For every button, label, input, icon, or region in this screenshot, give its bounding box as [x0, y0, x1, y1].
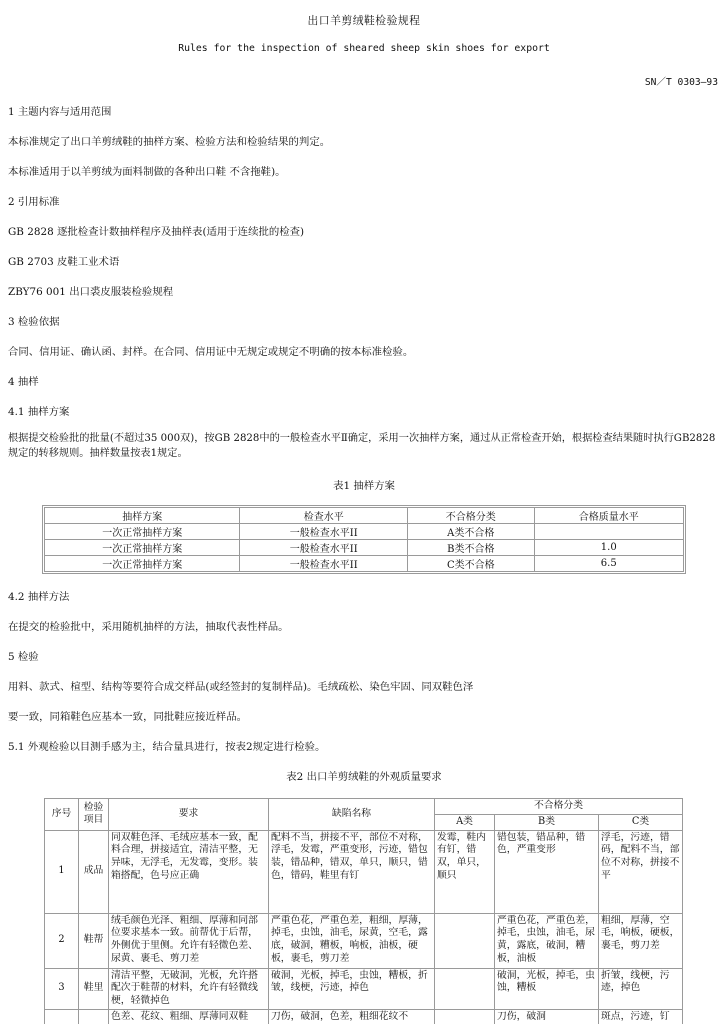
table-cell: 错包装，错品种，错色，严重变形 — [495, 830, 599, 913]
table-cell — [435, 913, 495, 968]
section-4-2-paragraph: 在提交的检验批中，采用随机抽样的方法，抽取代表性样品。 — [8, 621, 289, 633]
table-cell: 一次正常抽样方案 — [45, 540, 240, 556]
table-cell: 绒毛颜色光泽、粗细、厚薄和同部位要求基本一致。前帮优于后帮，外侧优于里侧。允许有轻微色差、尿黄、裹毛、剪刀差 — [109, 913, 269, 968]
table-cell: 鞋里 — [79, 968, 109, 1009]
section-4-heading: 4 抽样 — [8, 376, 39, 388]
section-3-heading: 3 检验依据 — [8, 316, 60, 328]
table-header-cell: 要求 — [109, 799, 269, 831]
section-5-paragraph-1: 用料、款式、楦型、结构等要符合成交样品(或经签封的复制样品)。毛绒疏松、染色牢固、同双鞋色泽 — [8, 681, 474, 693]
table-cell — [45, 1009, 79, 1024]
section-3-paragraph: 合同、信用证、确认函、封样。在合同、信用证中无规定或规定不明确的按本标准检验。 — [8, 346, 414, 358]
table-cell: 1.0 — [534, 540, 683, 556]
table-cell: 色差、花纹、粗细、厚薄同双鞋 — [109, 1009, 269, 1024]
table-cell: A类不合格 — [408, 524, 534, 540]
table-cell: 3 — [45, 968, 79, 1009]
section-4-1-paragraph: 根据提交检验批的批量(不超过35 000双)，按GB 2828中的一般检查水平Ⅱ确定，采用一次抽样方案，通过从正常检查开始，根据检查结果随时执行GB2828规定的转移规则。抽样数量按表1规定。 — [8, 433, 716, 459]
table-cell: 清洁平整，无破洞，光板，允许搭配次于鞋帮的材料，允许有轻微线梗，轻微掉色 — [109, 968, 269, 1009]
table-cell: 一次正常抽样方案 — [45, 556, 240, 572]
reference-2: GB 2703 皮鞋工业术语 — [8, 256, 120, 268]
table-cell: 严重色花，严重色差，粗细，厚薄，掉毛，虫蚀，油毛，尿黄，空毛，露底，破洞，糟板，响板，油板，硬板，裹毛，剪刀差 — [269, 913, 435, 968]
table-header-cell: 不合格分类 — [435, 799, 683, 815]
table-cell: 粗细，厚薄，空毛，响板，硬板，裹毛，剪刀差 — [599, 913, 683, 968]
table-cell: C类不合格 — [408, 556, 534, 572]
table-cell: 刀伤，破洞，色差，粗细花纹不 — [269, 1009, 435, 1024]
table-cell: 配料不当，拼接不平，部位不对称，浮毛，发霉，严重变形，污迹，错包装，错品种，错双，单只，顺只，错色，错码，鞋里有钉 — [269, 830, 435, 913]
table-cell: 严重色花，严重色差，掉毛，虫蚀，油毛，尿黄，露底，破洞，糟板，油板 — [495, 913, 599, 968]
table-cell — [435, 1009, 495, 1024]
section-1-paragraph-2: 本标准适用于以羊剪绒为面料制做的各种出口鞋 不含拖鞋)。 — [8, 166, 286, 178]
table-cell — [435, 968, 495, 1009]
table-cell: 一般检查水平II — [240, 556, 408, 572]
table-cell: 鞋帮 — [79, 913, 109, 968]
standard-code: SN／T 0303—93 — [644, 77, 718, 88]
table-row — [45, 556, 684, 572]
section-1-heading: 1 主题内容与适用范围 — [8, 106, 112, 118]
table-header-cell: 抽样方案 — [45, 508, 240, 524]
table-header-cell: A类 — [435, 814, 495, 830]
table-cell: 一般检查水平II — [240, 524, 408, 540]
table-1-caption: 表1 抽样方案 — [333, 480, 395, 492]
section-4-1-heading: 4.1 抽样方案 — [8, 406, 70, 418]
table-2-appearance-requirements — [44, 798, 683, 1024]
table-cell: 刀伤，破洞 — [495, 1009, 599, 1024]
section-4-2-heading: 4.2 抽样方法 — [8, 591, 70, 603]
table-1-sampling-plan — [44, 507, 684, 572]
document-subtitle-english: Rules for the inspection of sheared sheep skin shoes for export — [178, 43, 550, 54]
table-header-cell: C类 — [599, 814, 683, 830]
section-2-heading: 2 引用标准 — [8, 196, 60, 208]
document-title: 出口羊剪绒鞋检验规程 — [307, 14, 421, 27]
table-cell: 成品 — [79, 830, 109, 913]
table-row — [45, 913, 683, 968]
table-cell — [79, 1009, 109, 1024]
table-cell: 发霉，鞋内有钉，错双，单只，顺只 — [435, 830, 495, 913]
table-2-caption: 表2 出口羊剪绒鞋的外观质量要求 — [286, 771, 442, 783]
reference-3: ZBY76 001 出口裘皮服装检验规程 — [8, 286, 174, 298]
table-row — [45, 830, 683, 913]
table-header-cell: 合格质量水平 — [534, 508, 683, 524]
table-cell: 浮毛，污迹，错码，配料不当，部位不对称，拼接不平 — [599, 830, 683, 913]
table-cell: 同双鞋色泽、毛绒应基本一致，配料合理，拼接适宜，清洁平整，无异味，无浮毛，无发霉，变形。装箱搭配，色号应正确 — [109, 830, 269, 913]
table-cell: 折皱，线梗，污迹，掉色 — [599, 968, 683, 1009]
table-cell: 一次正常抽样方案 — [45, 524, 240, 540]
table-cell: 一般检查水平II — [240, 540, 408, 556]
table-cell: 1 — [45, 830, 79, 913]
table-header-cell: 不合格分类 — [408, 508, 534, 524]
reference-1: GB 2828 逐批检查计数抽样程序及抽样表(适用于连续批的检查) — [8, 226, 305, 238]
table-cell: 破洞，光板，掉毛，虫蚀，糟板 — [495, 968, 599, 1009]
table-cell — [534, 524, 683, 540]
table-row — [45, 1009, 683, 1024]
table-row — [45, 968, 683, 1009]
table-header-cell: B类 — [495, 814, 599, 830]
table-header-cell: 缺陷名称 — [269, 799, 435, 831]
table-header-row — [45, 799, 683, 815]
table-cell: 2 — [45, 913, 79, 968]
section-5-heading: 5 检验 — [8, 651, 39, 663]
table-cell: 6.5 — [534, 556, 683, 572]
table-cell: 破洞，光板，掉毛，虫蚀，糟板，折皱，线梗，污迹，掉色 — [269, 968, 435, 1009]
table-row — [45, 540, 684, 556]
section-5-paragraph-2: 要一致，同箱鞋色应基本一致，同批鞋应接近样品。 — [8, 711, 247, 723]
table-header-row — [45, 508, 684, 524]
section-5-1-heading: 5.1 外观检验以目测手感为主，结合量具进行，按表2规定进行检验。 — [8, 741, 326, 753]
section-1-paragraph-1: 本标准规定了出口羊剪绒鞋的抽样方案、检验方法和检验结果的判定。 — [8, 136, 331, 148]
table-header-cell: 检查水平 — [240, 508, 408, 524]
table-header-cell: 检验项目 — [79, 799, 109, 831]
table-cell: 斑点，污迹，钉 — [599, 1009, 683, 1024]
table-cell: B类不合格 — [408, 540, 534, 556]
table-header-cell: 序号 — [45, 799, 79, 831]
table-row — [45, 524, 684, 540]
